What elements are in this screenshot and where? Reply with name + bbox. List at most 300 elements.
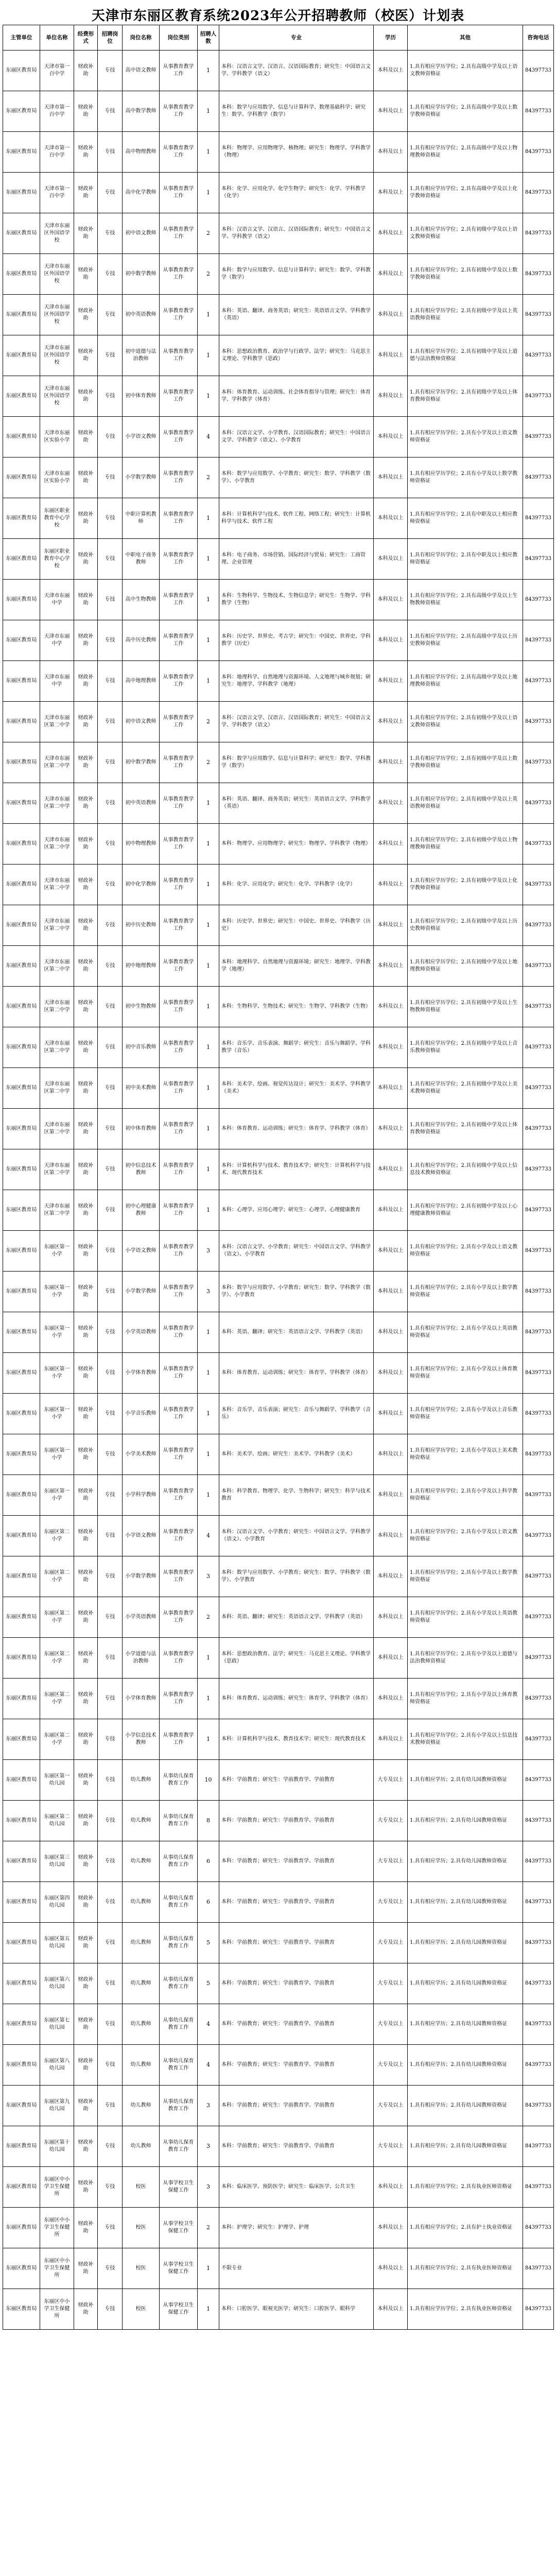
column-header-phone: 咨询电话 [523,25,554,50]
cell-other-requirements: 1.具有相应学历学位；2.具有小学及以上数学教师资格证 [408,1556,523,1597]
cell-post-type: 从事幼儿保育教育工作 [160,2004,198,2045]
cell-post-name: 初中心理健康教师 [123,1190,160,1231]
cell-funding-type: 财政补助 [74,1556,98,1597]
cell-headcount: 1 [198,824,219,865]
cell-education: 本科及以上 [374,2289,408,2330]
cell-education: 大专及以上 [374,2045,408,2086]
cell-post-type: 从事学校卫生保健工作 [160,2289,198,2330]
cell-phone: 84397733 [523,254,554,295]
cell-phone: 84397733 [523,335,554,376]
cell-education: 本科及以上 [374,1149,408,1190]
cell-funding-type: 财政补助 [74,905,98,946]
cell-unit-name: 东丽区中小学卫生保健所 [40,2208,74,2248]
cell-post-name: 初中美术教师 [123,1068,160,1109]
cell-post-type: 从事教育教学工作 [160,783,198,824]
cell-headcount: 1 [198,1394,219,1434]
table-row [3,783,554,824]
cell-department: 东丽区教育局 [3,1638,40,1679]
cell-other-requirements: 1.具有相应学历学位；2.具有高级中学及以上历史教师资格证 [408,620,523,661]
cell-department: 东丽区教育局 [3,1719,40,1760]
cell-phone: 84397733 [523,905,554,946]
cell-post-name: 初中物理教师 [123,824,160,865]
cell-education: 本科及以上 [374,905,408,946]
column-header-funding-type: 经费形式 [74,25,98,50]
cell-major: 本科：化学、应用化学；研究生：化学、学科教学（化学） [219,865,374,905]
cell-major: 本科：英语、翻译、商务英语；研究生：英语语言文学、学科教学（英语） [219,295,374,335]
cell-unit-name: 东丽区第十幼儿园 [40,2126,74,2167]
cell-headcount: 3 [198,2086,219,2126]
cell-post-category: 专技 [98,2045,123,2086]
cell-post-type: 从事幼儿保育教育工作 [160,2126,198,2167]
cell-other-requirements: 1.具有相应学历学位；2.具有小学及以上语文教师资格证 [408,1516,523,1556]
cell-unit-name: 天津市东丽区外国语学校 [40,295,74,335]
cell-unit-name: 天津市东丽区第二中学 [40,987,74,1027]
cell-unit-name: 天津市东丽区第二中学 [40,865,74,905]
cell-post-type: 从事教育教学工作 [160,1597,198,1638]
cell-post-name: 初中数学教师 [123,742,160,783]
cell-other-requirements: 1.具有相应学历学位；2.具有小学及以上英语教师资格证 [408,1312,523,1353]
cell-education: 本科及以上 [374,987,408,1027]
cell-major: 本科：生物科学、生物技术、生物信息学；研究生：生物学、学科教学（生物） [219,580,374,620]
cell-phone: 84397733 [523,2167,554,2208]
cell-other-requirements: 1.具有相应学历；2.具有幼儿园教师资格证 [408,2086,523,2126]
cell-unit-name: 东丽区职业教育中心学校 [40,498,74,539]
cell-post-category: 专技 [98,1841,123,1882]
cell-post-name: 幼儿教师 [123,1882,160,1923]
cell-funding-type: 财政补助 [74,1109,98,1149]
cell-post-name: 校医 [123,2167,160,2208]
cell-post-name: 高中地理教师 [123,661,160,702]
cell-headcount: 1 [198,1353,219,1394]
cell-major: 本科：物理学、应用物理学；研究生：物理学、学科教学（物理） [219,824,374,865]
cell-education: 本科及以上 [374,783,408,824]
cell-post-category: 专技 [98,620,123,661]
table-row [3,2248,554,2289]
cell-major: 本科：学前教育；研究生：学前教育学、学前教育 [219,2086,374,2126]
table-row [3,2289,554,2330]
cell-post-name: 幼儿教师 [123,1923,160,1963]
cell-unit-name: 天津市东丽区第二中学 [40,1149,74,1190]
cell-unit-name: 天津市东丽中学 [40,620,74,661]
table-row [3,946,554,987]
cell-post-category: 专技 [98,2289,123,2330]
cell-post-type: 从事教育教学工作 [160,1027,198,1068]
cell-education: 本科及以上 [374,1434,408,1475]
cell-headcount: 1 [198,335,219,376]
cell-phone: 84397733 [523,1760,554,1801]
cell-funding-type: 财政补助 [74,1272,98,1312]
table-row [3,376,554,417]
cell-major: 本科：汉语言文学、小学教育；研究生：中国语言文学、学科教学（语文）、小学教育 [219,1516,374,1556]
cell-education: 本科及以上 [374,1597,408,1638]
cell-phone: 84397733 [523,783,554,824]
cell-department: 东丽区教育局 [3,702,40,742]
cell-post-category: 专技 [98,1556,123,1597]
table-row [3,1312,554,1353]
cell-other-requirements: 1.具有相应学历学位；2.具有中职及以上相应教师资格证 [408,539,523,580]
table-row [3,335,554,376]
cell-phone: 84397733 [523,865,554,905]
cell-unit-name: 东丽区第二小学 [40,1719,74,1760]
cell-post-category: 专技 [98,1597,123,1638]
cell-headcount: 4 [198,1516,219,1556]
cell-unit-name: 天津市东丽区第二中学 [40,742,74,783]
cell-other-requirements: 1.具有相应学历学位；2.具有中职及以上相应教师资格证 [408,498,523,539]
cell-post-name: 幼儿教师 [123,1801,160,1841]
cell-post-name: 小学数学教师 [123,1556,160,1597]
cell-post-category: 专技 [98,1272,123,1312]
cell-department: 东丽区教育局 [3,783,40,824]
cell-post-category: 专技 [98,1679,123,1719]
cell-headcount: 1 [198,1068,219,1109]
cell-phone: 84397733 [523,824,554,865]
cell-other-requirements: 1.具有相应学历学位；2.具有初级中学及以上信息技术教师资格证 [408,1149,523,1190]
cell-department: 东丽区教育局 [3,1353,40,1394]
table-row [3,91,554,132]
cell-other-requirements: 1.具有相应学历学位；2.具有初级中学及以上化学教师资格证 [408,865,523,905]
cell-headcount: 2 [198,1597,219,1638]
cell-funding-type: 财政补助 [74,1679,98,1719]
cell-education: 大专及以上 [374,1760,408,1801]
cell-other-requirements: 1.具有相应学历学位；2.具有初级中学及以上道德与法治教师资格证 [408,335,523,376]
cell-post-type: 从事教育教学工作 [160,1516,198,1556]
cell-major: 本科：数学与应用数学、小学教育；研究生：数学、学科教学（数学）、小学教育 [219,1272,374,1312]
cell-post-category: 专技 [98,824,123,865]
page-title: 天津市东丽区教育系统2023年公开招聘教师（校医）计划表 [91,8,465,24]
cell-major: 本科：学前教育；研究生：学前教育学、学前教育 [219,1801,374,1841]
cell-education: 本科及以上 [374,1679,408,1719]
cell-education: 本科及以上 [374,1190,408,1231]
cell-phone: 84397733 [523,457,554,498]
table-row [3,1719,554,1760]
cell-unit-name: 东丽区第六幼儿园 [40,1963,74,2004]
cell-funding-type: 财政补助 [74,417,98,457]
cell-department: 东丽区教育局 [3,946,40,987]
cell-education: 本科及以上 [374,417,408,457]
cell-post-type: 从事教育教学工作 [160,865,198,905]
column-header-department: 主管单位 [3,25,40,50]
cell-post-category: 专技 [98,2126,123,2167]
cell-other-requirements: 1.具有相应学历学位；2.具有高级中学及以上地理教师资格证 [408,661,523,702]
cell-phone: 84397733 [523,132,554,173]
table-row [3,742,554,783]
cell-major: 本科：化学、应用化学、化学生物学；研究生：化学、学科教学（化学） [219,173,374,213]
cell-other-requirements: 1.具有相应学历；2.具有幼儿园教师资格证 [408,1760,523,1801]
cell-other-requirements: 1.具有相应学历学位；2.具有小学及以上数学教师资格证 [408,457,523,498]
cell-post-name: 小学体育教师 [123,1679,160,1719]
table-header-row [3,25,554,50]
cell-unit-name: 东丽区第一小学 [40,1434,74,1475]
cell-post-name: 幼儿教师 [123,2126,160,2167]
cell-phone: 84397733 [523,498,554,539]
cell-other-requirements: 1.具有相应学历学位；2.具有初级中学及以上心理健康教师资格证 [408,1190,523,1231]
cell-department: 东丽区教育局 [3,1312,40,1353]
cell-major: 本科：英语、翻译、商务英语；研究生：英语语言文学、学科教学（英语） [219,783,374,824]
cell-post-type: 从事学校卫生保健工作 [160,2167,198,2208]
cell-major: 本科：数学与应用数学、信息与计算科学；研究生：数学、学科教学（数学） [219,254,374,295]
cell-major: 本科：物理学、应用物理学、核物理；研究生：物理学、学科教学（物理） [219,132,374,173]
cell-post-name: 小学音乐教师 [123,1394,160,1434]
cell-other-requirements: 1.具有相应学历学位；2.具有初级中学及以上体育教师资格证 [408,1109,523,1149]
cell-funding-type: 财政补助 [74,1963,98,2004]
cell-other-requirements: 1.具有相应学历；2.具有幼儿园教师资格证 [408,1801,523,1841]
cell-department: 东丽区教育局 [3,50,40,91]
cell-headcount: 2 [198,702,219,742]
cell-education: 本科及以上 [374,1272,408,1312]
cell-headcount: 1 [198,987,219,1027]
cell-education: 本科及以上 [374,539,408,580]
cell-major: 本科：学前教育；研究生：学前教育学、学前教育 [219,1841,374,1882]
cell-education: 本科及以上 [374,946,408,987]
cell-other-requirements: 1.具有相应学历学位；2.具有小学及以上信息技术教师资格证 [408,1719,523,1760]
cell-education: 本科及以上 [374,498,408,539]
cell-post-category: 专技 [98,1963,123,2004]
cell-post-type: 从事学校卫生保健工作 [160,2248,198,2289]
cell-post-category: 专技 [98,1312,123,1353]
column-header-education: 学历 [374,25,408,50]
cell-post-category: 专技 [98,2208,123,2248]
cell-phone: 84397733 [523,376,554,417]
cell-phone: 84397733 [523,1353,554,1394]
cell-unit-name: 天津市第一百中学 [40,91,74,132]
cell-post-category: 专技 [98,457,123,498]
cell-post-category: 专技 [98,1638,123,1679]
cell-other-requirements: 1.具有相应学历学位；2.具有初级中学及以上语文教师资格证 [408,702,523,742]
cell-post-category: 专技 [98,173,123,213]
cell-funding-type: 财政补助 [74,1760,98,1801]
cell-post-category: 专技 [98,1882,123,1923]
cell-phone: 84397733 [523,620,554,661]
cell-post-category: 专技 [98,702,123,742]
cell-department: 东丽区教育局 [3,905,40,946]
cell-department: 东丽区教育局 [3,539,40,580]
cell-major: 本科：美术学、绘画、视觉传达设计；研究生：美术学、学科教学（美术） [219,1068,374,1109]
cell-other-requirements: 1.具有相应学历学位；2.具有初级中学及以上音乐教师资格证 [408,1027,523,1068]
cell-major: 本科：体育教育、运动训练、社会体育指导与管理；研究生：体育学、学科教学（体育） [219,376,374,417]
column-header-other-requirements: 其他 [408,25,523,50]
cell-headcount: 1 [198,1109,219,1149]
cell-education: 本科及以上 [374,50,408,91]
cell-phone: 84397733 [523,1719,554,1760]
cell-post-name: 校医 [123,2248,160,2289]
cell-funding-type: 财政补助 [74,1882,98,1923]
cell-unit-name: 天津市东丽区外国语学校 [40,335,74,376]
table-row [3,1841,554,1882]
cell-post-type: 从事教育教学工作 [160,1190,198,1231]
cell-post-type: 从事教育教学工作 [160,1149,198,1190]
cell-post-type: 从事教育教学工作 [160,946,198,987]
cell-post-name: 初中生物教师 [123,987,160,1027]
cell-post-type: 从事幼儿保育教育工作 [160,1923,198,1963]
cell-unit-name: 东丽区第二小学 [40,1638,74,1679]
column-header-post-type: 岗位类别 [160,25,198,50]
cell-other-requirements: 1.具有相应学历学位；2.具有初级中学及以上语文教师资格证 [408,213,523,254]
cell-unit-name: 天津市东丽中学 [40,580,74,620]
cell-other-requirements: 1.具有相应学历学位；2.具有高级中学及以上语文教师资格证 [408,50,523,91]
cell-post-type: 从事教育教学工作 [160,1068,198,1109]
cell-headcount: 1 [198,1190,219,1231]
cell-post-category: 专技 [98,1027,123,1068]
cell-post-name: 小学体育教师 [123,1353,160,1394]
cell-headcount: 2 [198,457,219,498]
cell-post-type: 从事教育教学工作 [160,702,198,742]
cell-unit-name: 天津市第一百中学 [40,132,74,173]
column-header-post-name: 岗位名称 [123,25,160,50]
cell-phone: 84397733 [523,1312,554,1353]
cell-education: 本科及以上 [374,1027,408,1068]
cell-post-type: 从事教育教学工作 [160,1272,198,1312]
cell-other-requirements: 1.具有相应学历学位；2.具有执业医师资格证 [408,2248,523,2289]
cell-major: 本科：学前教育；研究生：学前教育学、学前教育 [219,2004,374,2045]
cell-headcount: 10 [198,1760,219,1801]
cell-phone: 84397733 [523,417,554,457]
cell-unit-name: 东丽区第一小学 [40,1272,74,1312]
cell-post-type: 从事教育教学工作 [160,742,198,783]
cell-post-name: 小学信息技术教师 [123,1719,160,1760]
cell-other-requirements: 1.具有相应学历学位；2.具有初级中学及以上生物教师资格证 [408,987,523,1027]
cell-phone: 84397733 [523,1190,554,1231]
table-body [3,50,554,2330]
cell-unit-name: 天津市东丽区第二中学 [40,1109,74,1149]
cell-education: 本科及以上 [374,1516,408,1556]
cell-education: 本科及以上 [374,295,408,335]
cell-headcount: 6 [198,1841,219,1882]
cell-post-category: 专技 [98,1801,123,1841]
cell-post-type: 从事教育教学工作 [160,905,198,946]
cell-education: 本科及以上 [374,457,408,498]
cell-post-type: 从事教育教学工作 [160,580,198,620]
cell-post-type: 从事教育教学工作 [160,376,198,417]
table-row [3,1963,554,2004]
cell-headcount: 3 [198,2167,219,2208]
cell-unit-name: 东丽区第五幼儿园 [40,1923,74,1963]
cell-unit-name: 东丽区第八幼儿园 [40,2045,74,2086]
cell-other-requirements: 1.具有相应学历学位；2.具有小学及以上英语教师资格证 [408,1597,523,1638]
cell-major: 本科：学前教育；研究生：学前教育学、学前教育 [219,1923,374,1963]
cell-headcount: 1 [198,173,219,213]
cell-education: 本科及以上 [374,335,408,376]
cell-other-requirements: 1.具有相应学历学位；2.具有小学及以上语文教师资格证 [408,1231,523,1272]
cell-major: 本科：汉语言文学、汉语言、汉语国际教育；研究生：中国语言文学、学科教学（语文） [219,702,374,742]
cell-post-category: 专技 [98,132,123,173]
cell-department: 东丽区教育局 [3,661,40,702]
cell-department: 东丽区教育局 [3,132,40,173]
table-row [3,2045,554,2086]
cell-education: 本科及以上 [374,1719,408,1760]
cell-unit-name: 东丽区第七幼儿园 [40,2004,74,2045]
cell-funding-type: 财政补助 [74,1719,98,1760]
cell-post-name: 小学道德与法治教师 [123,1638,160,1679]
cell-funding-type: 财政补助 [74,1434,98,1475]
cell-funding-type: 财政补助 [74,1149,98,1190]
cell-post-name: 高中化学教师 [123,173,160,213]
cell-post-name: 中职计算机教师 [123,498,160,539]
cell-post-category: 专技 [98,295,123,335]
cell-post-name: 幼儿教师 [123,1841,160,1882]
cell-funding-type: 财政补助 [74,946,98,987]
cell-major: 本科：学前教育；研究生：学前教育学、学前教育 [219,1963,374,2004]
cell-department: 东丽区教育局 [3,1475,40,1516]
cell-education: 本科及以上 [374,91,408,132]
cell-headcount: 1 [198,946,219,987]
cell-post-category: 专技 [98,1068,123,1109]
cell-funding-type: 财政补助 [74,335,98,376]
cell-unit-name: 天津市东丽区第二中学 [40,905,74,946]
cell-unit-name: 天津市第一百中学 [40,50,74,91]
cell-major: 本科：汉语言文学、汉语言、汉语国际教育；研究生：中国语言文学、学科教学（语文） [219,50,374,91]
cell-major: 本科：数学与应用数学、信息与计算科学、数理基础科学；研究生：数学、学科教学（数学） [219,91,374,132]
cell-phone: 84397733 [523,1841,554,1882]
cell-headcount: 2 [198,742,219,783]
cell-unit-name: 天津市东丽区第二中学 [40,783,74,824]
table-row [3,1272,554,1312]
cell-department: 东丽区教育局 [3,1760,40,1801]
column-header-headcount: 招聘人数 [198,25,219,50]
cell-department: 东丽区教育局 [3,987,40,1027]
cell-post-category: 专技 [98,1923,123,1963]
cell-phone: 84397733 [523,987,554,1027]
cell-department: 东丽区教育局 [3,1434,40,1475]
cell-post-category: 专技 [98,1516,123,1556]
cell-post-type: 从事教育教学工作 [160,661,198,702]
table-row [3,1109,554,1149]
cell-major: 本科：学前教育；研究生：学前教育学、学前教育 [219,1882,374,1923]
table-row [3,254,554,295]
cell-other-requirements: 1.具有相应学历学位；2.具有执业医师资格证 [408,2289,523,2330]
table-row [3,1231,554,1272]
cell-post-type: 从事教育教学工作 [160,539,198,580]
cell-phone: 84397733 [523,1556,554,1597]
cell-education: 本科及以上 [374,620,408,661]
table-row [3,1149,554,1190]
cell-phone: 84397733 [523,1923,554,1963]
cell-other-requirements: 1.具有相应学历；2.具有幼儿园教师资格证 [408,1841,523,1882]
cell-other-requirements: 1.具有相应学历学位；2.具有高级中学及以上数学教师资格证 [408,91,523,132]
cell-phone: 84397733 [523,1394,554,1434]
cell-unit-name: 东丽区第一小学 [40,1231,74,1272]
cell-other-requirements: 1.具有相应学历；2.具有幼儿园教师资格证 [408,1923,523,1963]
cell-department: 东丽区教育局 [3,2045,40,2086]
table-row [3,417,554,457]
cell-major: 不限专业 [219,2248,374,2289]
cell-education: 大专及以上 [374,1963,408,2004]
table-row [3,50,554,91]
cell-post-name: 幼儿教师 [123,2086,160,2126]
cell-department: 东丽区教育局 [3,2167,40,2208]
cell-post-type: 从事幼儿保育教育工作 [160,2086,198,2126]
cell-phone: 84397733 [523,2004,554,2045]
table-row [3,2004,554,2045]
cell-major: 本科：体育教育、运动训练；研究生：体育学、学科教学（体育） [219,1109,374,1149]
cell-funding-type: 财政补助 [74,376,98,417]
table-row [3,702,554,742]
cell-post-name: 初中化学教师 [123,865,160,905]
cell-education: 本科及以上 [374,254,408,295]
cell-major: 本科：地理科学、自然地理与资源环境、人文地理与城乡规划；研究生：地理学、学科教学（地理） [219,661,374,702]
cell-post-category: 专技 [98,498,123,539]
cell-other-requirements: 1.具有相应学历；2.具有幼儿园教师资格证 [408,1963,523,2004]
cell-other-requirements: 1.具有相应学历学位；2.具有执业医师资格证 [408,2167,523,2208]
cell-headcount: 1 [198,580,219,620]
cell-education: 本科及以上 [374,1556,408,1597]
cell-other-requirements: 1.具有相应学历学位；2.具有初级中学及以上数学教师资格证 [408,742,523,783]
cell-post-name: 小学美术教师 [123,1434,160,1475]
table-row [3,1923,554,1963]
table-row [3,1679,554,1719]
table-row [3,1760,554,1801]
cell-education: 本科及以上 [374,132,408,173]
cell-post-type: 从事教育教学工作 [160,1719,198,1760]
